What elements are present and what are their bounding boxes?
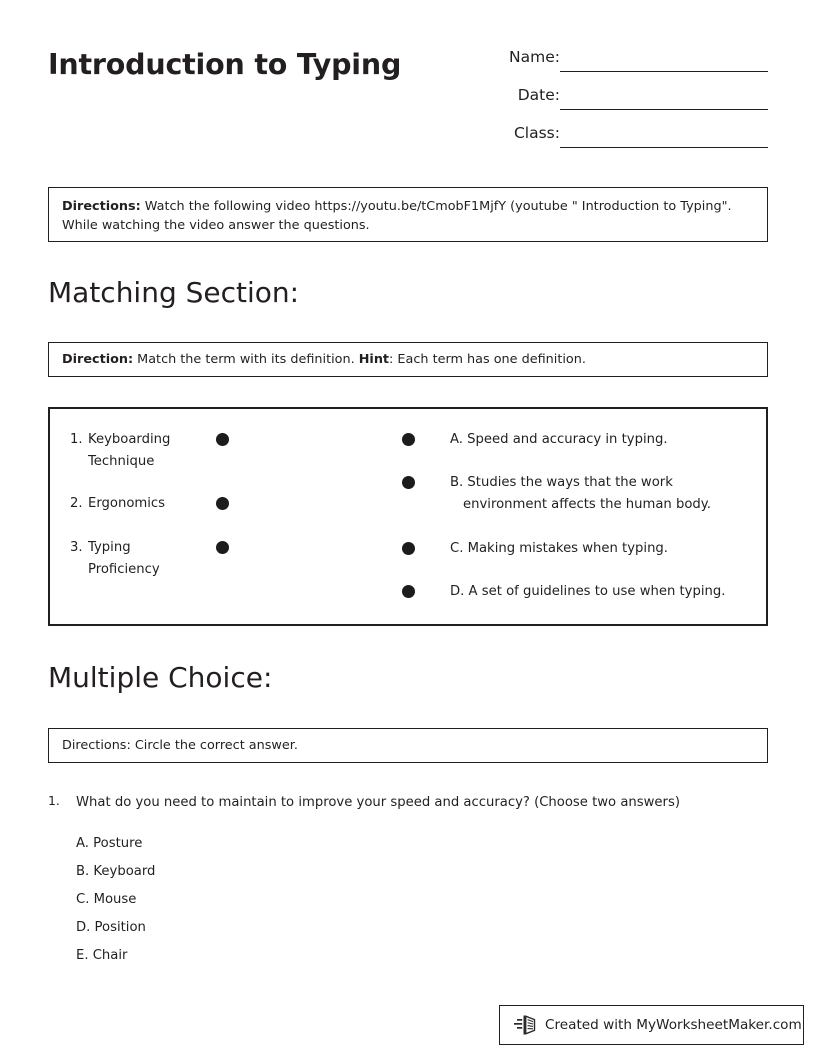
matching-term-1-dot[interactable] bbox=[216, 433, 229, 446]
footer-attribution-badge[interactable] bbox=[499, 1005, 804, 1045]
matching-term-1[interactable] bbox=[70, 429, 290, 493]
question-1-text: What do you need to maintain to improve your speed and accuracy? (Choose two answers) bbox=[76, 795, 680, 810]
matching-definition-a-text: A. Speed and accuracy in typing. bbox=[450, 432, 668, 447]
matching-term-2-dot[interactable] bbox=[216, 497, 229, 510]
matching-definition-d-dot[interactable] bbox=[402, 585, 415, 598]
page-title: Introduction to Typing bbox=[48, 48, 402, 81]
matching-term-1-label: Keyboarding Technique bbox=[88, 432, 171, 469]
multiple-choice-directions-box bbox=[48, 728, 768, 763]
flag-logo-icon bbox=[512, 1013, 538, 1037]
class-label: Class: bbox=[513, 124, 560, 142]
field-row-date bbox=[468, 82, 768, 120]
matching-definition-c[interactable] bbox=[402, 538, 742, 581]
student-info-fields bbox=[468, 44, 768, 158]
matching-answer-box bbox=[48, 407, 768, 626]
question-1-choice-b[interactable]: B. Keyboard bbox=[76, 864, 156, 879]
matching-term-2[interactable] bbox=[70, 493, 290, 537]
question-1-choice-e[interactable]: E. Chair bbox=[76, 948, 128, 963]
multiple-choice-heading: Multiple Choice: bbox=[48, 661, 273, 694]
matching-term-3[interactable] bbox=[70, 537, 290, 581]
question-1-number: 1. bbox=[48, 793, 60, 808]
matching-terms-column bbox=[70, 429, 290, 581]
matching-section-heading: Matching Section: bbox=[48, 276, 300, 309]
class-input-line[interactable] bbox=[560, 147, 768, 148]
date-input-line[interactable] bbox=[560, 109, 768, 110]
name-label: Name: bbox=[509, 48, 560, 66]
question-1-choices bbox=[76, 830, 476, 970]
matching-definition-a-dot[interactable] bbox=[402, 433, 415, 446]
directions-line-1: Watch the following video https://youtu.be/tCmobF1MjfY (youtube " Introduction to Typing". bbox=[140, 199, 732, 214]
directions-label: Directions: bbox=[62, 199, 141, 214]
matching-direction-box bbox=[48, 342, 768, 377]
matching-definition-b-text: B. Studies the ways that the work environment affects the human body. bbox=[450, 475, 711, 512]
directions-line-2: While watching the video answer the questions. bbox=[62, 217, 370, 233]
matching-definition-a[interactable] bbox=[402, 429, 742, 472]
directions-box-top bbox=[48, 187, 768, 242]
matching-definition-b[interactable] bbox=[402, 472, 742, 538]
directions-box-top-text bbox=[49, 188, 767, 245]
matching-term-3-label: Typing Proficiency bbox=[88, 540, 160, 577]
field-row-class bbox=[468, 120, 768, 158]
matching-direction-text bbox=[49, 343, 767, 380]
matching-term-3-number: 3. bbox=[70, 540, 83, 555]
worksheet-header bbox=[48, 44, 768, 164]
matching-definition-c-text: C. Making mistakes when typing. bbox=[450, 541, 668, 556]
matching-definitions-column bbox=[402, 429, 742, 624]
matching-definition-c-dot[interactable] bbox=[402, 542, 415, 555]
name-input-line[interactable] bbox=[560, 71, 768, 72]
field-row-name bbox=[468, 44, 768, 82]
footer-attribution-text: Created with MyWorksheetMaker.com bbox=[545, 1017, 802, 1033]
matching-term-2-number: 2. bbox=[70, 496, 83, 511]
matching-hint-label: Hint bbox=[358, 352, 390, 367]
matching-definition-d-text: D. A set of guidelines to use when typing. bbox=[450, 584, 726, 599]
matching-term-3-dot[interactable] bbox=[216, 541, 229, 554]
question-1-choice-a[interactable]: A. Posture bbox=[76, 836, 143, 851]
matching-direction-body-2: : Each term has one definition. bbox=[389, 352, 586, 367]
matching-definition-b-dot[interactable] bbox=[402, 476, 415, 489]
matching-direction-label: Direction: bbox=[62, 352, 134, 367]
matching-definition-d[interactable] bbox=[402, 581, 742, 624]
matching-term-1-number: 1. bbox=[70, 432, 83, 447]
matching-direction-body-1: Match the term with its definition. bbox=[133, 352, 359, 367]
matching-term-2-label: Ergonomics bbox=[88, 496, 166, 511]
multiple-choice-directions-text: Directions: Circle the correct answer. bbox=[62, 738, 298, 753]
question-1-choice-c[interactable]: C. Mouse bbox=[76, 892, 137, 907]
date-label: Date: bbox=[517, 86, 560, 104]
question-1-choice-d[interactable]: D. Position bbox=[76, 920, 146, 935]
